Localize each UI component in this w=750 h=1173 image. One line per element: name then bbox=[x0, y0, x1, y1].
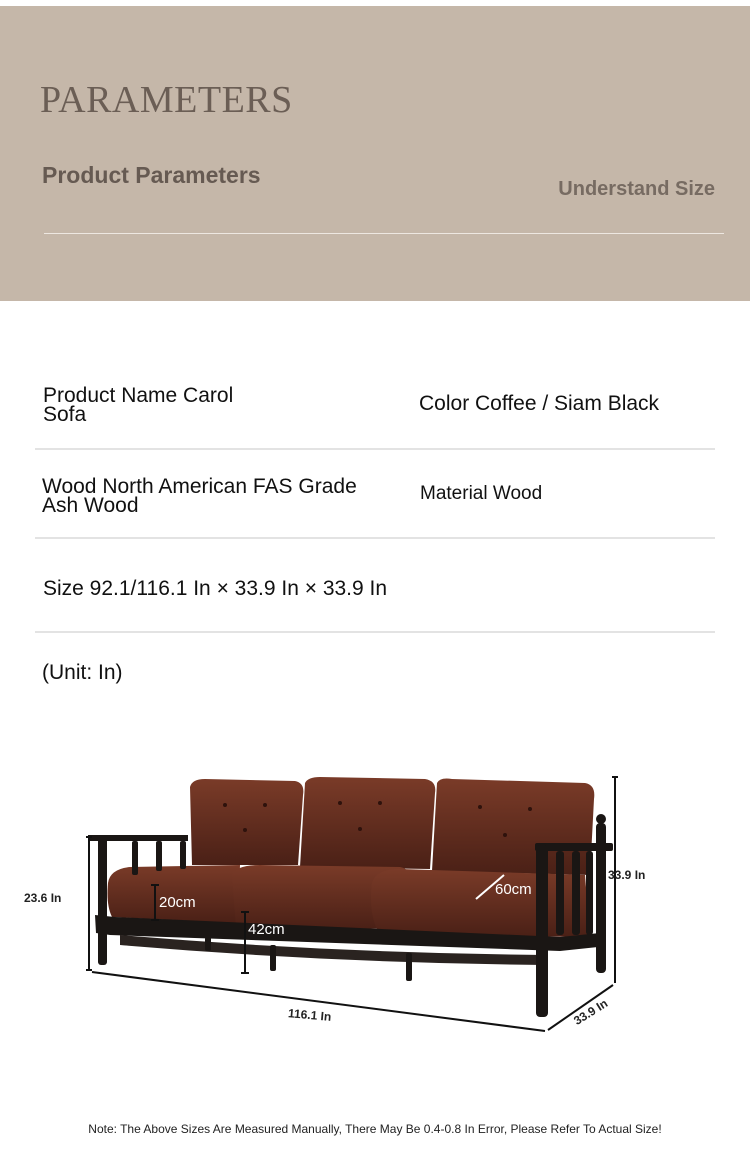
understand-size-link[interactable]: Understand Size bbox=[558, 178, 715, 200]
row-divider bbox=[35, 448, 715, 450]
cushion-thickness-label: 20cm bbox=[159, 894, 196, 911]
overall-height-label: 33.9 In bbox=[608, 868, 646, 882]
header-divider bbox=[44, 233, 724, 234]
depth-label: 33.9 In bbox=[571, 996, 611, 1028]
measurement-note: Note: The Above Sizes Are Measured Manually, There May Be 0.4-0.8 In Error, Please Refer To Actual Size! bbox=[88, 1122, 662, 1136]
seat-height-label: 42cm bbox=[248, 921, 285, 938]
param-unit: (Unit: In) bbox=[42, 661, 123, 684]
param-wood: Wood North American FAS Grade Ash Wood bbox=[42, 475, 357, 517]
sofa-dimension-diagram bbox=[0, 765, 750, 1085]
param-product-name: Product Name Carol Sofa bbox=[43, 384, 234, 426]
sofa-illustration bbox=[0, 765, 750, 1085]
row-divider bbox=[35, 537, 715, 539]
param-size: Size 92.1/116.1 In × 33.9 In × 33.9 In bbox=[43, 577, 388, 600]
section-title: PARAMETERS bbox=[40, 79, 293, 121]
seat-depth-label: 60cm bbox=[495, 881, 532, 898]
row-divider bbox=[35, 631, 715, 633]
length-label: 116.1 In bbox=[287, 1006, 332, 1024]
arm-height-label: 23.6 In bbox=[24, 891, 62, 905]
param-color: Color Coffee / Siam Black bbox=[419, 392, 660, 415]
param-material: Material Wood bbox=[420, 483, 543, 504]
parameters-header bbox=[0, 6, 750, 301]
product-parameters-heading: Product Parameters bbox=[42, 162, 261, 188]
